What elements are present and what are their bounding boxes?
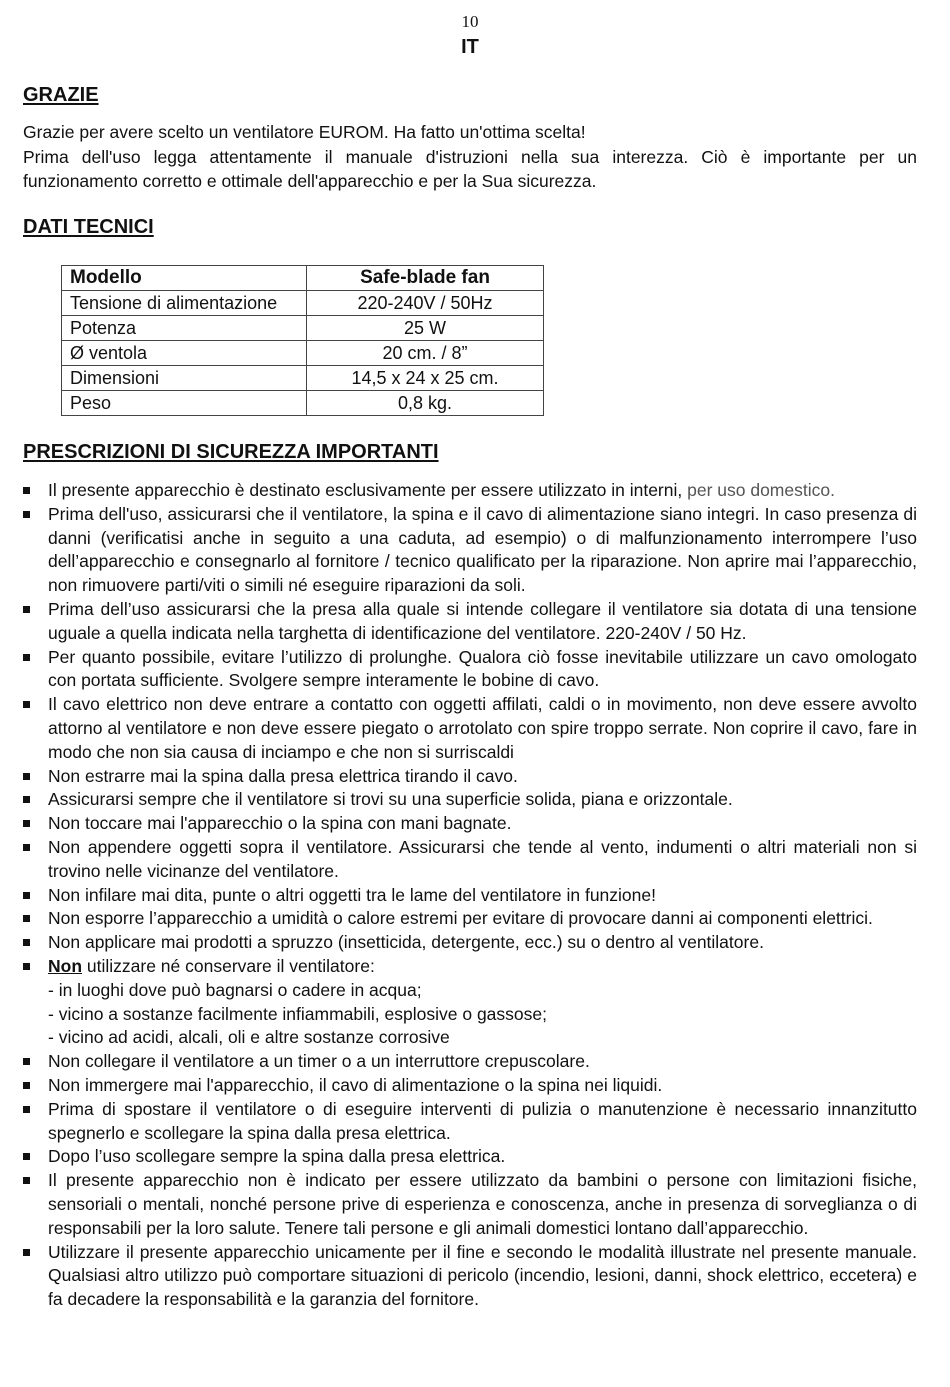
square-bullet-icon <box>23 915 30 922</box>
specs-header-value: Safe-blade fan <box>307 266 544 291</box>
spec-value: 14,5 x 24 x 25 cm. <box>307 366 544 391</box>
spec-key: Dimensioni <box>62 366 307 391</box>
list-item <box>0 812 917 836</box>
square-bullet-icon <box>23 487 30 494</box>
square-bullet-icon <box>23 1153 30 1160</box>
rule-text: utilizzare né conservare il ventilatore: <box>82 955 375 976</box>
square-bullet-icon <box>23 963 30 970</box>
square-bullet-icon <box>23 1249 30 1256</box>
list-item <box>0 479 917 503</box>
square-bullet-icon <box>23 1058 30 1065</box>
intro-text <box>23 120 917 194</box>
table-row <box>62 316 544 341</box>
list-item <box>0 1241 917 1312</box>
list-item <box>0 1074 917 1098</box>
square-bullet-icon <box>23 1177 30 1184</box>
list-item <box>0 1145 917 1169</box>
square-bullet-icon <box>23 1082 30 1089</box>
list-item <box>0 646 917 694</box>
language-code: IT <box>461 36 479 58</box>
square-bullet-icon <box>23 654 30 661</box>
rule-text: Per quanto possibile, evitare l’utilizzo di prolunghe. Qualora ciò fosse inevitabile utilizzare un cavo omologato con portata sufficiente. Svolgere sempre interamente le bobine di cavo. <box>48 646 917 691</box>
rule-text: Il cavo elettrico non deve entrare a contatto con oggetti affilati, caldi o in movimento, non deve essere avvolto attorno al ventilatore e non deve essere piegato o arrotolato con spire troppo serrate. Non coprire il cavo, fare in modo che non sia causa di inciampo e che non si surriscaldi <box>48 694 917 762</box>
square-bullet-icon <box>23 820 30 827</box>
square-bullet-icon <box>23 773 30 780</box>
intro-line-2: Prima dell'uso legga attentamente il manuale d'istruzioni nella sua interezza. Ciò è importante per un funzionamento corretto e ottimale dell'apparecchio e per la Sua sicurezza. <box>23 146 917 191</box>
square-bullet-icon <box>23 939 30 946</box>
rule-text: Assicurarsi sempre che il ventilatore si trovi su una superficie solida, piana e orizzontale. <box>48 789 733 810</box>
intro-line-1: Grazie per avere scelto un ventilatore EUROM. Ha fatto un'ottima scelta! <box>23 122 586 142</box>
list-item <box>0 1050 917 1074</box>
page-number: 10 <box>461 12 479 31</box>
list-item <box>0 1098 917 1146</box>
spec-key: Potenza <box>62 316 307 341</box>
spec-value: 0,8 kg. <box>307 391 544 416</box>
list-item <box>0 836 917 884</box>
spec-value: 220-240V / 50Hz <box>307 291 544 316</box>
rule-text: Il presente apparecchio non è indicato per essere utilizzato da bambini o persone con limitazioni fisiche, sensoriali o mentali, nonché persone prive di esperienza e conoscenza, anche in presenza di sorveglianza o di responsabili per la loro salute. Tenere tali persone e gli animali domestici lontano dall’apparecchio. <box>48 1170 917 1238</box>
specs-header-row <box>62 266 544 291</box>
table-row <box>62 366 544 391</box>
rule-text: Prima dell'uso, assicurarsi che il ventilatore, la spina e il cavo di alimentazione siano integri. In caso presenza di danni (verificatisi anche in seguito a una caduta, ad esempio) o di malfunzionamento interrompere l’uso dell’apparecchio e consegnarlo al fornitore / tecnico qualificato per la riparazione. Non aprire mai l’apparecchio, non rimuovere parti/viti o simili né eseguire riparazioni da soli. <box>48 503 917 596</box>
list-item <box>0 955 917 1050</box>
specs-table <box>61 265 544 416</box>
heading-dati-tecnici: DATI TECNICI <box>23 216 154 238</box>
square-bullet-icon <box>23 701 30 708</box>
rule-text: Non applicare mai prodotti a spruzzo (insetticida, detergente, ecc.) su o dentro al ventilatore. <box>48 932 764 953</box>
square-bullet-icon <box>23 892 30 899</box>
rule-text: Non immergere mai l'apparecchio, il cavo di alimentazione o la spina nei liquidi. <box>48 1074 663 1095</box>
rule-text: Prima dell’uso assicurarsi che la presa alla quale si intende collegare il ventilatore sia dotata di una tensione uguale a quella indicata nella targhetta di identificazione del ventilatore. 220-240V / 50 Hz. <box>48 598 917 643</box>
list-item <box>0 1169 917 1240</box>
table-row <box>62 291 544 316</box>
rule-text: Il presente apparecchio è destinato esclusivamente per essere utilizzato in interni, <box>48 480 683 500</box>
spec-key: Peso <box>62 391 307 416</box>
sub-item: - vicino ad acidi, alcali, oli e altre sostanze corrosive <box>48 1027 450 1048</box>
rule-text: Non estrarre mai la spina dalla presa elettrica tirando il cavo. <box>48 765 518 786</box>
square-bullet-icon <box>23 511 30 518</box>
list-item <box>0 931 917 955</box>
rule-text: Prima di spostare il ventilatore o di eseguire interventi di pulizia o manutenzione è necessario innanzitutto spegnerlo e scollegare la spina dalla presa elettrica. <box>48 1098 917 1143</box>
rule-text-grey: per uso domestico. <box>682 480 835 500</box>
spec-key: Tensione di alimentazione <box>62 291 307 316</box>
list-item <box>0 598 917 646</box>
safety-list <box>0 479 917 1312</box>
rule-text: Non appendere oggetti sopra il ventilatore. Assicurarsi che tende al vento, indumenti o altri materiali non si trovino nelle vicinanze del ventilatore. <box>48 836 917 881</box>
table-row <box>62 341 544 366</box>
rule-text: Non collegare il ventilatore a un timer o a un interruttore crepuscolare. <box>48 1051 590 1072</box>
list-item <box>0 693 917 764</box>
spec-value: 20 cm. / 8” <box>307 341 544 366</box>
rule-text: Non toccare mai l'apparecchio o la spina con mani bagnate. <box>48 813 512 834</box>
heading-prescrizioni: PRESCRIZIONI DI SICUREZZA IMPORTANTI <box>23 441 439 463</box>
list-item <box>0 884 917 908</box>
list-item <box>0 907 917 931</box>
sub-item: - in luoghi dove può bagnarsi o cadere in acqua; <box>48 979 422 1000</box>
rule-text: Non infilare mai dita, punte o altri oggetti tra le lame del ventilatore in funzione! <box>48 884 656 905</box>
square-bullet-icon <box>23 1106 30 1113</box>
square-bullet-icon <box>23 844 30 851</box>
list-item <box>0 765 917 789</box>
sub-item: - vicino a sostanze facilmente infiammabili, esplosive o gassose; <box>48 1003 547 1024</box>
rule-text: Utilizzare il presente apparecchio unicamente per il fine e secondo le modalità illustrate nel presente manuale. Qualsiasi altro utilizzo può comportare situazioni di pericolo (incendio, lesioni, danni, shock elettrico, eccetera) e fa decadere la responsabilità e la garanzia del fornitore. <box>48 1241 917 1310</box>
spec-value: 25 W <box>307 316 544 341</box>
rule-text: Non esporre l’apparecchio a umidità o calore estremi per evitare di provocare danni ai componenti elettrici. <box>48 908 873 929</box>
heading-grazie: GRAZIE <box>23 84 99 106</box>
list-item <box>0 503 917 598</box>
rule-text: Dopo l’uso scollegare sempre la spina dalla presa elettrica. <box>48 1146 506 1167</box>
square-bullet-icon <box>23 796 30 803</box>
square-bullet-icon <box>23 606 30 613</box>
table-row <box>62 391 544 416</box>
specs-header-key: Modello <box>62 266 307 291</box>
spec-key: Ø ventola <box>62 341 307 366</box>
list-item <box>0 788 917 812</box>
rule-text-bold: Non <box>48 955 83 976</box>
